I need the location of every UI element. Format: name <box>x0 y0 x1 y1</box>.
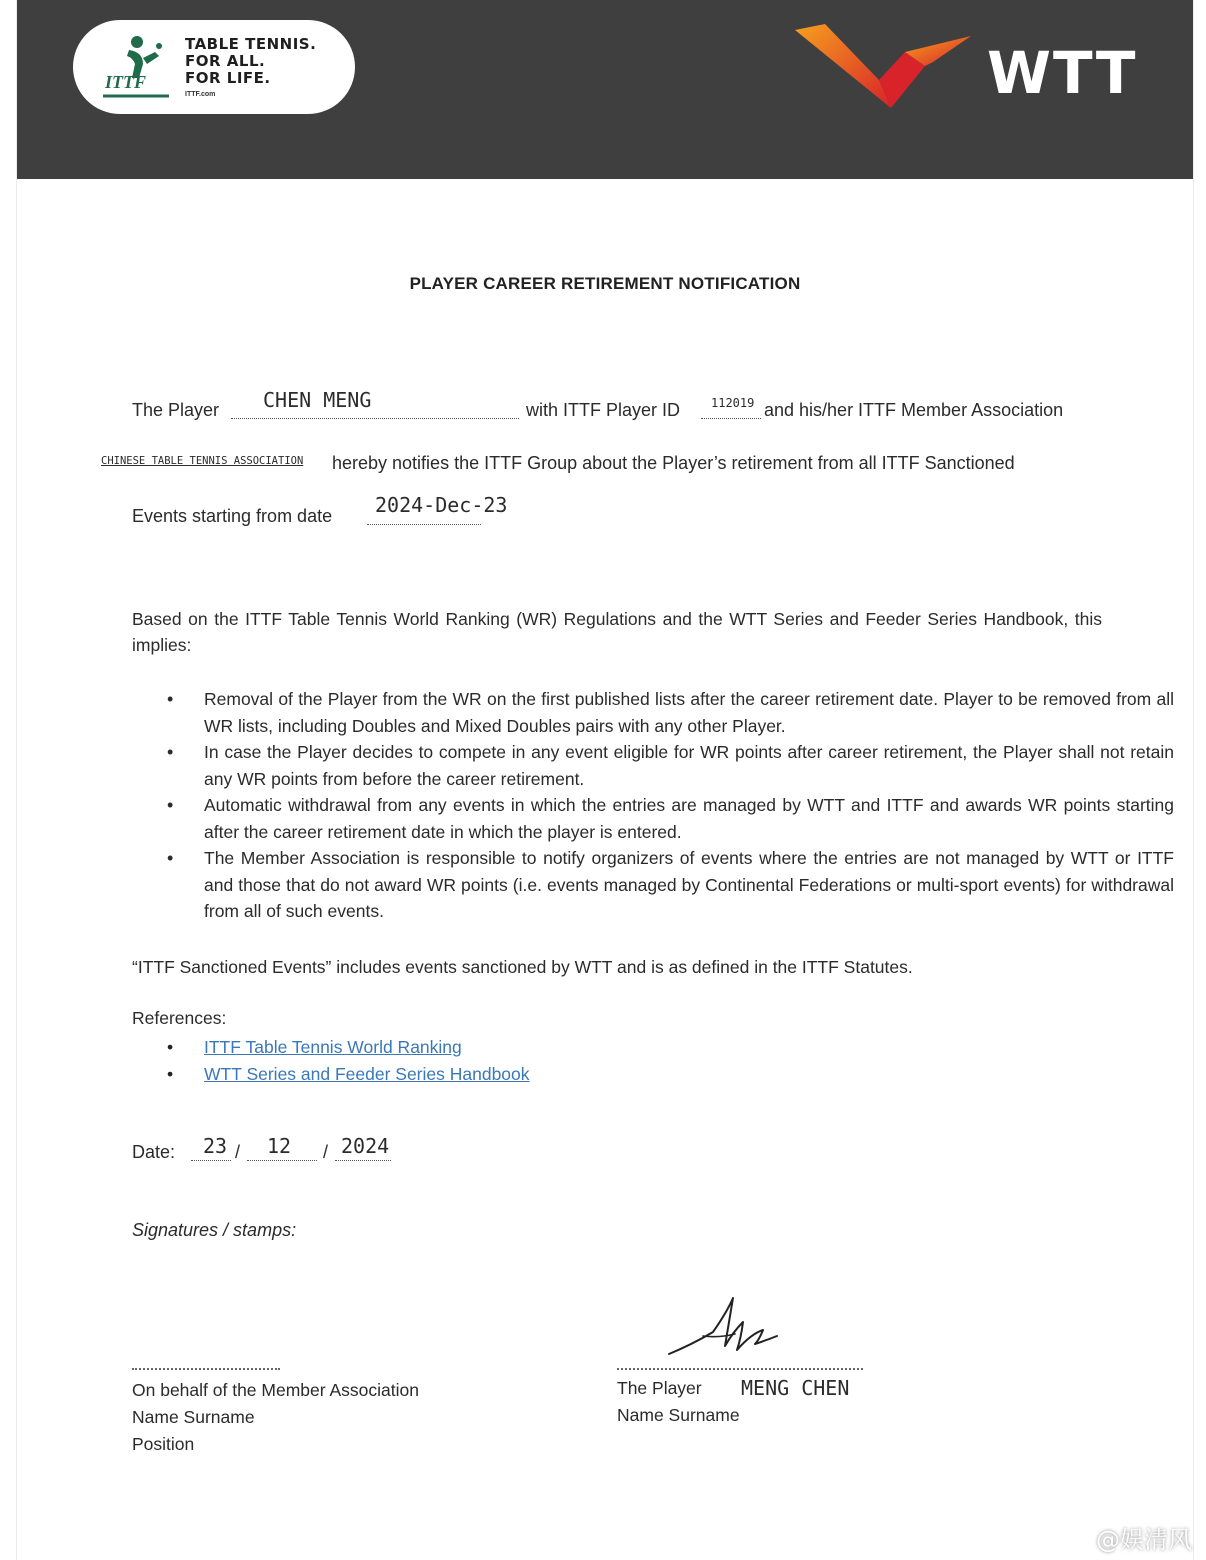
association-signature-block <box>132 1377 419 1458</box>
player-id-label: with ITTF Player ID <box>526 400 681 420</box>
player-name-underline <box>231 418 519 419</box>
slogan-line-3: FOR LIFE. <box>185 69 271 87</box>
document-page <box>16 0 1194 1560</box>
date-day-value: 23 <box>203 1134 228 1158</box>
reference-item <box>204 1061 530 1088</box>
date-separator: / <box>323 1142 329 1162</box>
svg-text:ITTF: ITTF <box>105 72 147 92</box>
references-list <box>132 1034 530 1088</box>
ittf-player-icon <box>99 34 173 100</box>
association-name-label: Name Surname <box>132 1407 255 1427</box>
date-year-value: 2024 <box>341 1134 390 1158</box>
date-separator: / <box>235 1142 241 1162</box>
events-from-label: Events starting from date <box>132 506 333 526</box>
slogan-line-2: FOR ALL. <box>185 52 266 70</box>
reference-link-handbook[interactable]: WTT Series and Feeder Series Handbook <box>204 1064 530 1084</box>
list-item: • The Member Association is responsible to notify organizers of events where the entries are not managed by WTT or ITTF and those that do not award WR points (i.e. events managed by Continental Federations or multi-sport events) for withdrawal from all of such events. <box>204 845 1174 925</box>
player-id-underline <box>701 418 761 419</box>
retirement-date-value: 2024-Dec-23 <box>375 493 508 517</box>
letterhead-bar <box>17 0 1193 179</box>
date-underline <box>367 524 481 525</box>
player-name-value: CHEN MENG <box>263 388 372 412</box>
basis-paragraph: Based on the ITTF Table Tennis World Ranking (WR) Regulations and the WTT Series and Feeder Series Handbook, this implies: <box>132 609 1102 655</box>
player-id-value: 112019 <box>711 396 755 410</box>
player-signature <box>663 1292 783 1364</box>
association-label: and his/her ITTF Member Association <box>764 400 1064 420</box>
implications-list <box>132 686 1174 925</box>
date-label: Date: <box>132 1142 176 1162</box>
player-handwritten-name: MENG CHEN <box>741 1376 850 1400</box>
ittf-url: ITTF.com <box>185 91 216 98</box>
ittf-logo <box>73 20 355 114</box>
notification-text: hereby notifies the ITTF Group about the Player’s retirement from all ITTF Sanctioned <box>332 453 1015 473</box>
signatures-label: Signatures / stamps: <box>132 1220 297 1240</box>
list-item: • Removal of the Player from the WR on the first published lists after the career retirement date. Player to be removed from all WR lists, including Doubles and Mixed Doubles pairs with any other Player. <box>204 686 1174 739</box>
reference-link-world-ranking[interactable]: ITTF Table Tennis World Ranking <box>204 1037 462 1057</box>
day-underline <box>191 1160 231 1161</box>
association-signature-line <box>132 1368 280 1370</box>
association-position-label: Position <box>132 1434 195 1454</box>
player-name-surname-label: Name Surname <box>617 1405 740 1425</box>
association-behalf-label: On behalf of the Member Association <box>132 1380 419 1400</box>
sanctioned-events-note: “ITTF Sanctioned Events” includes events sanctioned by WTT and is as defined in the ITTF Statutes. <box>132 957 913 977</box>
date-month-value: 12 <box>267 1134 292 1158</box>
player-signature-line <box>617 1368 863 1370</box>
player-label: The Player <box>132 400 220 420</box>
month-underline <box>247 1160 317 1161</box>
reference-item <box>204 1034 530 1061</box>
list-item: • In case the Player decides to compete in any event eligible for WR points after career retirement, the Player shall not retain any WR points from before the career retirement. <box>204 739 1174 792</box>
association-value: CHINESE TABLE TENNIS ASSOCIATION <box>101 455 304 467</box>
year-underline <box>335 1160 391 1161</box>
document-title: PLAYER CAREER RETIREMENT NOTIFICATION <box>409 274 801 293</box>
ittf-slogan <box>185 36 316 87</box>
list-item: • Automatic withdrawal from any events in which the entries are managed by WTT and ITTF and awards WR points starting after the career retirement date in which the player is entered. <box>204 792 1174 845</box>
wtt-logo-mark-icon <box>795 22 975 112</box>
slogan-line-1: TABLE TENNIS. <box>185 35 317 53</box>
watermark: @娱清风 <box>1096 1526 1192 1554</box>
wtt-logo-text: WTT <box>987 39 1138 107</box>
player-signature-label: The Player <box>617 1378 702 1398</box>
references-label: References: <box>132 1008 227 1028</box>
